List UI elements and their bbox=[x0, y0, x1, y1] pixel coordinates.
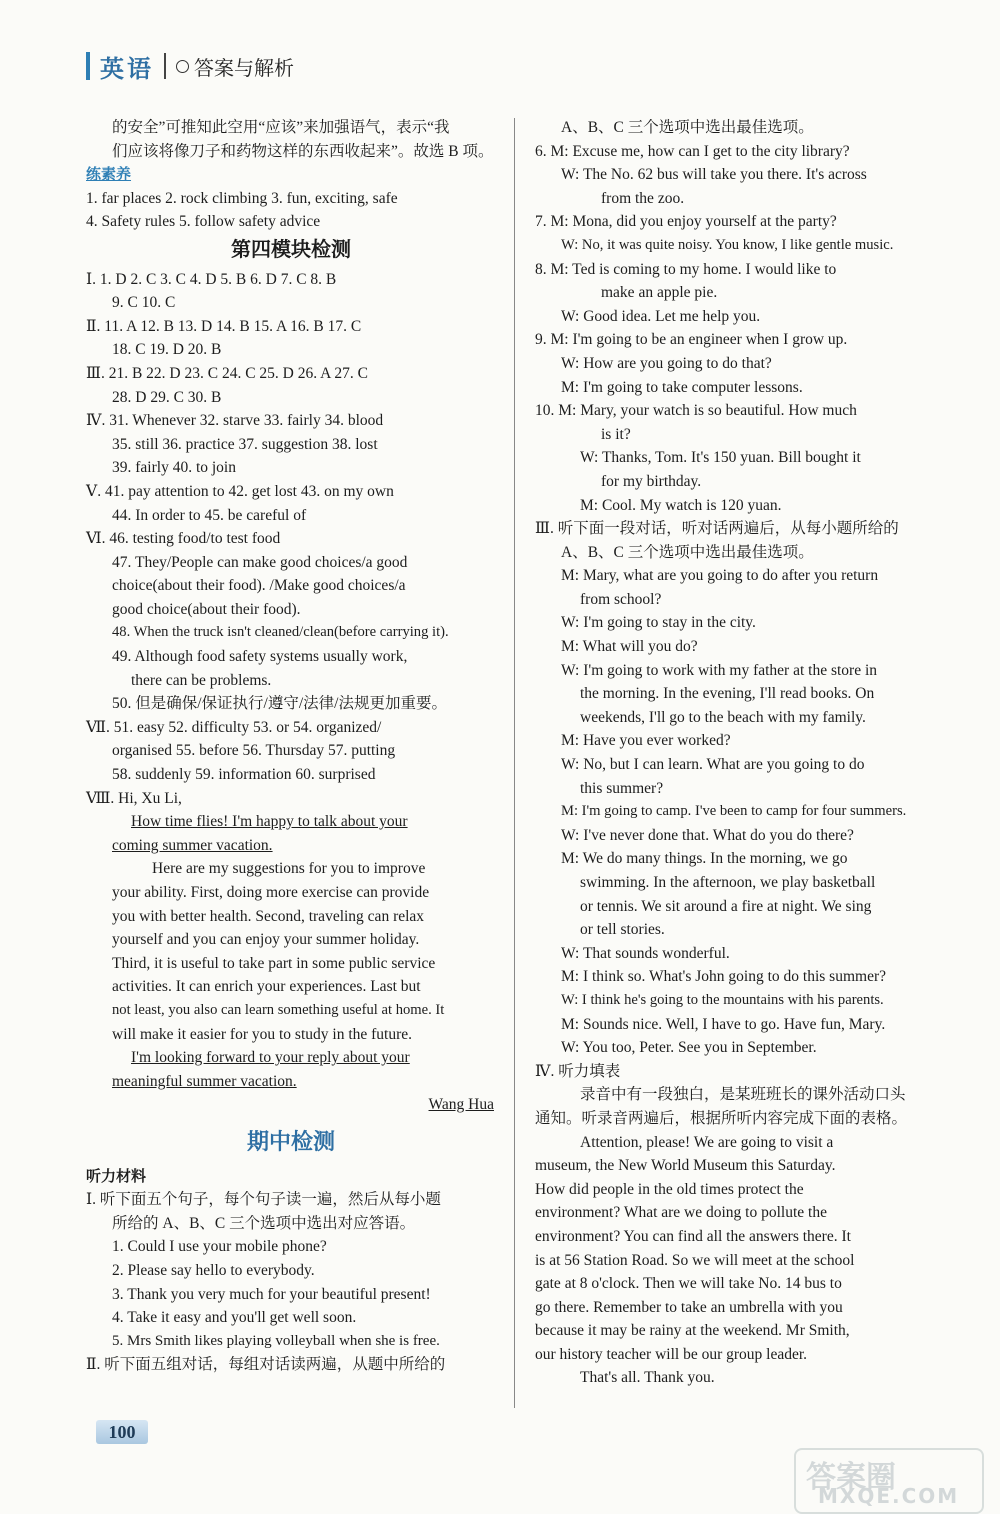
text-line: 的安全”可推知此空用“应该”来加强语气，表示“我 bbox=[112, 119, 450, 136]
text-line: A、B、C 三个选项中选出最佳选项。 bbox=[561, 119, 814, 136]
text-line: our history teacher will be our group leader. bbox=[535, 1345, 808, 1363]
text-line: W: The No. 62 bus will take you there. It's across bbox=[561, 166, 867, 184]
right-column bbox=[535, 116, 943, 1390]
answer-line: Ⅲ. 21. B 22. D 23. C 24. C 25. D 26. A 27. C bbox=[86, 364, 368, 382]
answer-line: 39. fairly 40. to join bbox=[112, 459, 236, 477]
text-line: environment? You can find all the answers there. It bbox=[535, 1227, 851, 1245]
text-line: Ⅱ. 听下面五组对话，每组对话读两遍，从题中所给的 bbox=[86, 1356, 446, 1374]
letter-line: will make it easier for you to study in the future. bbox=[112, 1025, 413, 1043]
text-line: M: I think so. What's John going to do this summer? bbox=[561, 968, 886, 986]
header-title: 答案与解析 bbox=[194, 55, 294, 80]
letter-line: you with better health. Second, traveling can relax bbox=[112, 907, 425, 925]
answer-line: 49. Although food safety systems usually work, bbox=[112, 648, 408, 666]
answer-line: 44. In order to 45. be careful of bbox=[112, 506, 307, 524]
listening-label: 听力材料 bbox=[86, 1166, 147, 1185]
watermark-url: MXQE.COM bbox=[818, 1484, 960, 1508]
text-line: M: I'm going to camp. I've been to camp for four summers. bbox=[561, 803, 907, 820]
text-line: gate at 8 o'clock. Then we will take No. 14 bus to bbox=[535, 1275, 842, 1293]
text-line: 4. Take it easy and you'll get well soon. bbox=[112, 1309, 357, 1327]
text-line: for my birthday. bbox=[601, 472, 702, 490]
text-line: Ⅰ. 听下面五个句子，每个句子读一遍，然后从每小题 bbox=[86, 1191, 441, 1209]
text-line: M: Cool. My watch is 120 yuan. bbox=[580, 496, 782, 514]
page-header bbox=[86, 48, 294, 84]
page-number: 100 bbox=[96, 1420, 148, 1444]
text-line: 8. M: Ted is coming to my home. I would like to bbox=[535, 260, 837, 278]
letter-line: meaningful summer vacation. bbox=[112, 1072, 297, 1090]
text-line: 9. M: I'm going to be an engineer when I grow up. bbox=[535, 331, 848, 349]
text-line: W: I think he's going to the mountains with his parents. bbox=[561, 991, 884, 1008]
circle-icon bbox=[176, 60, 189, 73]
letter-signature: Wang Hua bbox=[428, 1096, 494, 1114]
text-line: Ⅲ. 听下面一段对话，听对话两遍后，从每小题所给的 bbox=[535, 520, 899, 538]
text-line: the morning. In the evening, I'll read books. On bbox=[580, 685, 875, 703]
text-line: is at 56 Station Road. So we will meet at the school bbox=[535, 1251, 855, 1269]
text-line: 1. far places 2. rock climbing 3. fun, exciting, safe bbox=[86, 189, 398, 207]
letter-line: not least, you also can learn something useful at home. It bbox=[112, 1001, 445, 1018]
text-line: W: Good idea. Let me help you. bbox=[561, 307, 761, 325]
text-line: A、B、C 三个选项中选出最佳选项。 bbox=[561, 543, 814, 561]
letter-line: I'm looking forward to your reply about your bbox=[131, 1049, 410, 1067]
text-line: M: What will you do? bbox=[561, 638, 698, 656]
text-line: W: No, but I can learn. What are you going to do bbox=[561, 756, 865, 774]
answer-line: organised 55. before 56. Thursday 57. putting bbox=[112, 742, 396, 760]
answer-line: Ⅶ. 51. easy 52. difficulty 53. or 54. organized/ bbox=[86, 718, 382, 736]
answer-line: 48. When the truck isn't cleaned/clean(before carrying it). bbox=[112, 624, 449, 641]
answer-line: Ⅱ. 11. A 12. B 13. D 14. B 15. A 16. B 17. C bbox=[86, 317, 362, 335]
answer-line: 35. still 36. practice 37. suggestion 38. lost bbox=[112, 435, 378, 453]
text-line: W: Thanks, Tom. It's 150 yuan. Bill bought it bbox=[580, 449, 861, 467]
text-line: 录音中有一段独白，是某班班长的课外活动口头 bbox=[580, 1086, 906, 1104]
text-line: W: That sounds wonderful. bbox=[561, 944, 730, 962]
text-line: 所给的 A、B、C 三个选项中选出对应答语。 bbox=[112, 1214, 416, 1232]
text-line: That's all. Thank you. bbox=[580, 1369, 715, 1387]
text-line: M: We do many things. In the morning, we go bbox=[561, 850, 848, 868]
answer-line: choice(about their food). /Make good choices/a bbox=[112, 577, 406, 595]
letter-line: yourself and you can enjoy your summer holiday. bbox=[112, 931, 420, 949]
text-line: 3. Thank you very much for your beautiful present! bbox=[112, 1285, 431, 1303]
letter-greeting: Ⅷ. Hi, Xu Li, bbox=[86, 789, 182, 807]
answer-line: Ⅰ. 1. D 2. C 3. C 4. D 5. B 6. D 7. C 8. B bbox=[86, 270, 337, 288]
text-line: W: You too, Peter. See you in September. bbox=[561, 1039, 817, 1057]
text-line: is it? bbox=[601, 425, 631, 443]
answer-line: Ⅵ. 46. testing food/to test food bbox=[86, 530, 281, 548]
text-line: from school? bbox=[580, 590, 662, 608]
midterm-title: 期中检测 bbox=[246, 1129, 335, 1155]
text-line: 6. M: Excuse me, how can I get to the city library? bbox=[535, 142, 850, 160]
text-line: 们应该将像刀子和药物这样的东西收起来”。故选 B 项。 bbox=[112, 142, 494, 160]
text-line: 2. Please say hello to everybody. bbox=[112, 1261, 315, 1279]
text-line: because it may be rainy at the weekend. Mr Smith, bbox=[535, 1322, 850, 1340]
text-line: or tell stories. bbox=[580, 921, 665, 939]
watermark-logo bbox=[794, 1448, 984, 1514]
letter-line: your ability. First, doing more exercise can provide bbox=[112, 884, 430, 901]
text-line: M: I'm going to take computer lessons. bbox=[561, 378, 803, 396]
letter-line: Third, it is useful to take part in some public service bbox=[112, 954, 436, 972]
text-line: W: I've never done that. What do you do there? bbox=[561, 826, 854, 844]
text-line: W: How are you going to do that? bbox=[561, 354, 772, 372]
answer-line: Ⅳ. 31. Whenever 32. starve 33. fairly 34. blood bbox=[86, 412, 384, 430]
text-line: W: I'm going to work with my father at the store in bbox=[561, 661, 878, 679]
answer-line: Ⅴ. 41. pay attention to 42. get lost 43. on my own bbox=[86, 482, 394, 500]
text-line: this summer? bbox=[580, 779, 664, 797]
text-line: 通知。听录音两遍后，根据所听内容完成下面的表格。 bbox=[535, 1109, 908, 1127]
text-line: swimming. In the afternoon, we play basketball bbox=[580, 874, 876, 891]
text-line: go there. Remember to take an umbrella with you bbox=[535, 1298, 843, 1316]
letter-line: coming summer vacation. bbox=[112, 836, 273, 854]
text-line: from the zoo. bbox=[601, 189, 685, 207]
left-column bbox=[86, 116, 496, 1377]
subject-label: 英语 bbox=[100, 54, 154, 83]
answer-line: there can be problems. bbox=[131, 671, 272, 689]
letter-line: How time flies! I'm happy to talk about your bbox=[131, 813, 408, 831]
text-line: How did people in the old times protect the bbox=[535, 1180, 804, 1198]
watermark-text: 答案圈 bbox=[806, 1460, 896, 1495]
header-separator bbox=[164, 53, 166, 79]
letter-line: Here are my suggestions for you to improve bbox=[152, 860, 426, 878]
column-divider bbox=[514, 118, 515, 1408]
practice-label: 练素养 bbox=[86, 165, 132, 184]
text-line: Attention, please! We are going to visit a bbox=[580, 1133, 834, 1151]
text-line: M: Sounds nice. Well, I have to go. Have fun, Mary. bbox=[561, 1015, 886, 1033]
text-line: 5. Mrs Smith likes playing volleyball when she is free. bbox=[112, 1332, 440, 1349]
text-line: 1. Could I use your mobile phone? bbox=[112, 1238, 327, 1256]
text-line: 4. Safety rules 5. follow safety advice bbox=[86, 213, 321, 231]
text-line: 10. M: Mary, your watch is so beautiful. How much bbox=[535, 402, 857, 420]
answer-line: 9. C 10. C bbox=[112, 294, 176, 312]
answer-line: good choice(about their food). bbox=[112, 600, 301, 618]
header-bar bbox=[86, 52, 90, 80]
text-line: 7. M: Mona, did you enjoy yourself at the party? bbox=[535, 213, 837, 231]
letter-line: activities. It can enrich your experiences. Last but bbox=[112, 978, 421, 996]
text-line: M: Have you ever worked? bbox=[561, 732, 731, 750]
answer-line: 50. 但是确保/保证执行/遵守/法律/法规更加重要。 bbox=[112, 695, 447, 713]
text-line: Ⅳ. 听力填表 bbox=[535, 1062, 621, 1080]
answer-line: 18. C 19. D 20. B bbox=[112, 341, 222, 359]
answer-line: 47. They/People can make good choices/a good bbox=[112, 553, 408, 571]
module-title: 第四模块检测 bbox=[231, 236, 351, 261]
text-line: or tennis. We sit around a fire at night. We sing bbox=[580, 897, 872, 915]
text-line: environment? What are we doing to pollute the bbox=[535, 1204, 827, 1222]
text-line: W: I'm going to stay in the city. bbox=[561, 614, 756, 632]
text-line: museum, the New World Museum this Saturday. bbox=[535, 1157, 836, 1175]
text-line: M: Mary, what are you going to do after you return bbox=[561, 567, 879, 585]
text-line: make an apple pie. bbox=[601, 284, 718, 302]
text-line: W: No, it was quite noisy. You know, I like gentle music. bbox=[561, 236, 894, 253]
answer-line: 28. D 29. C 30. B bbox=[112, 388, 222, 406]
answer-line: 58. suddenly 59. information 60. surprised bbox=[112, 766, 376, 784]
text-line: weekends, I'll go to the beach with my family. bbox=[580, 708, 866, 726]
